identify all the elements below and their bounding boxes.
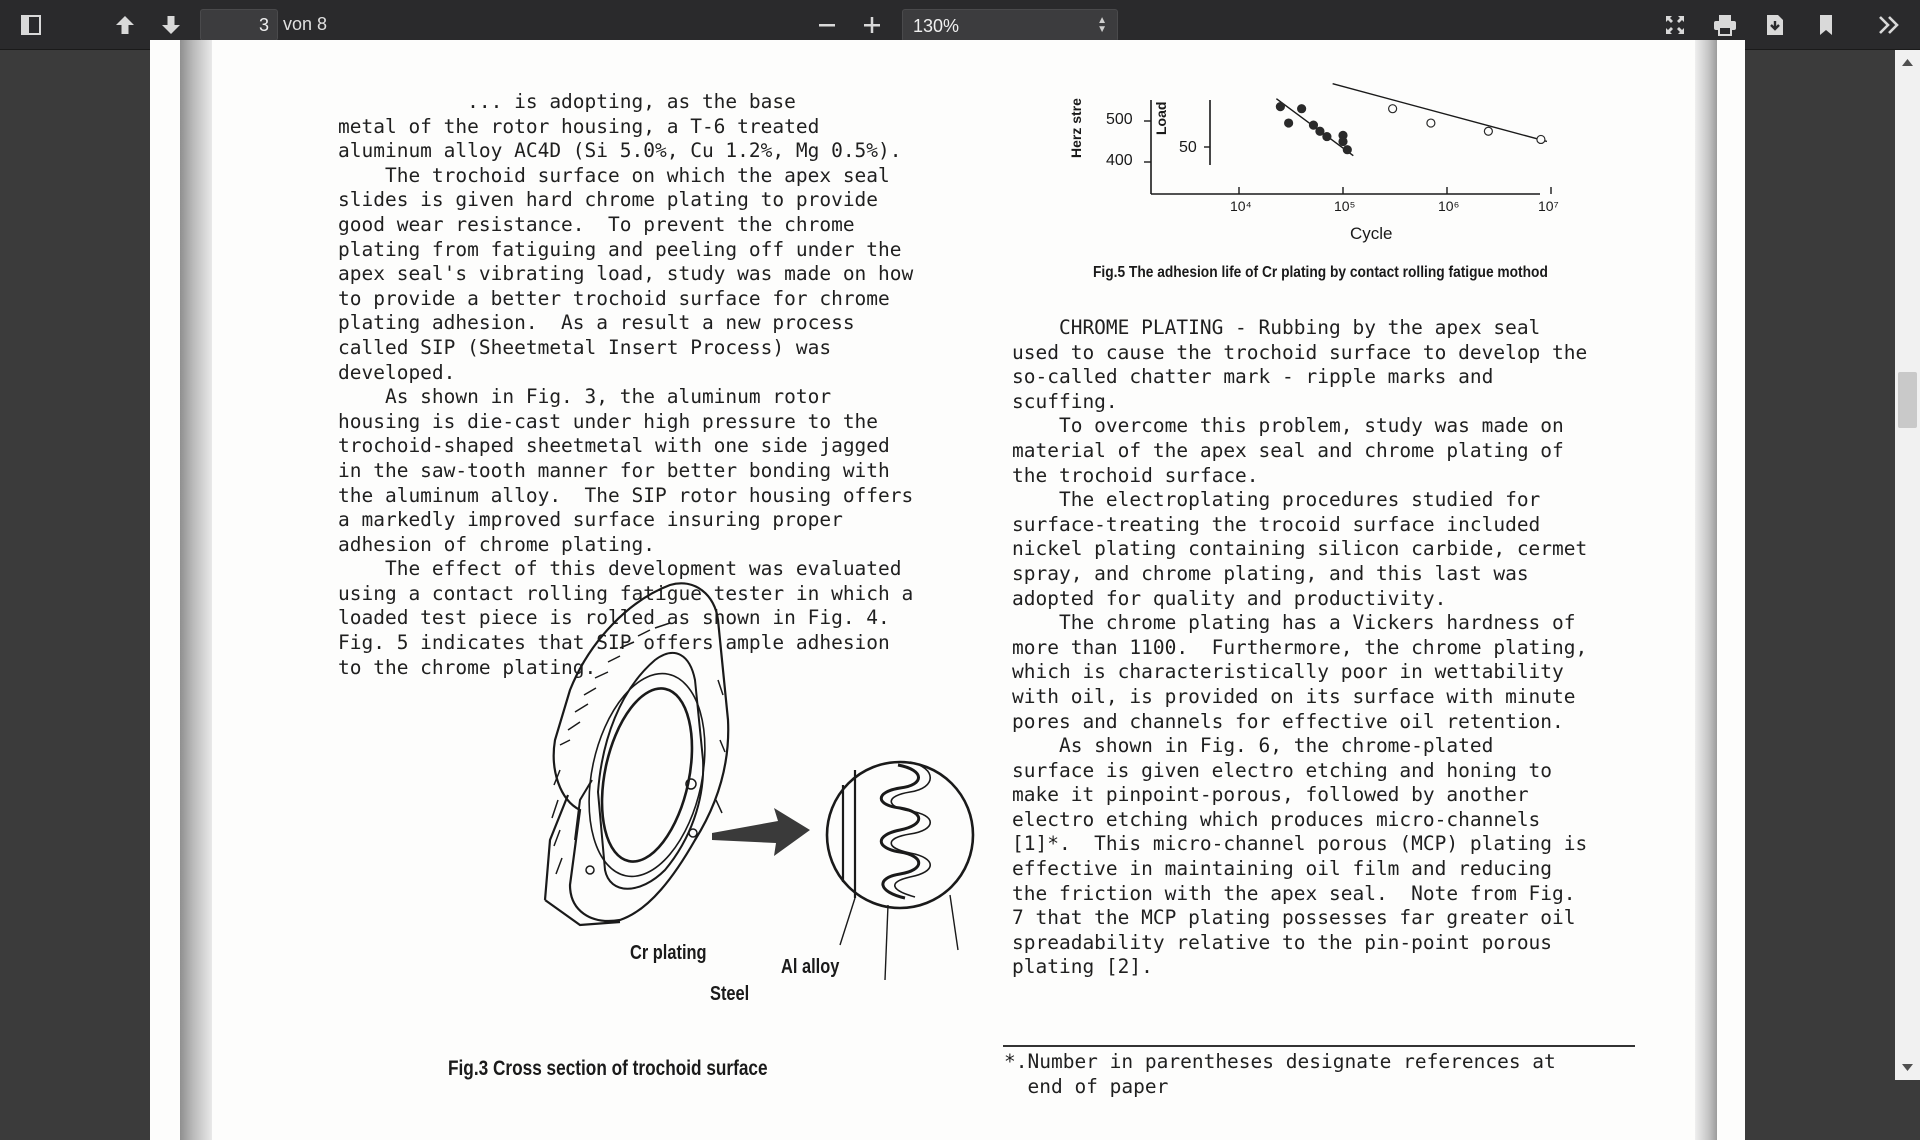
text-line: *.Number in parentheses designate references at (1004, 1050, 1556, 1073)
page-number-input[interactable] (200, 9, 278, 41)
print-button[interactable] (1708, 8, 1742, 42)
text-line: metal of the rotor housing, a T-6 treated (338, 114, 820, 138)
text-line: effective in maintaining oil film and reducing (1012, 857, 1553, 881)
save-icon (1765, 14, 1785, 36)
text-line: good wear resistance. To prevent the chrome (338, 212, 855, 236)
text-line: trochoid-shaped sheetmetal with one side jagged (338, 434, 890, 458)
fig5-ytick-label: 400 (1106, 152, 1133, 169)
fig5-ylabel-right: Load (1153, 101, 1169, 135)
print-icon (1713, 14, 1737, 36)
text-line: nickel plating containing silicon carbide, cermet (1012, 537, 1588, 561)
text-line: [1]*. This micro-channel porous (MCP) plating is (1012, 832, 1588, 856)
text-line: ... is adopting, as the base (338, 90, 796, 113)
magnified-cross-section (827, 762, 973, 980)
text-line: apex seal's vibrating load, study was made on how (338, 262, 914, 286)
fig3-label-al-alloy: Al alloy (781, 956, 840, 978)
zoom-value: 130% (913, 16, 960, 36)
fig5-ylabel-left: Herz stre (1068, 98, 1084, 158)
text-line: called SIP (Sheetmetal Insert Process) was (338, 335, 832, 359)
text-line: aluminum alloy AC4D (Si 5.0%, Cu 1.2%, Mg 0.5%). (338, 139, 902, 163)
fig5-xlabel: Cycle (1350, 224, 1393, 243)
text-line: 7 that the MCP plating possesses far greater oil (1012, 906, 1576, 930)
text-line: slides is given hard chrome plating to provide (338, 188, 879, 212)
fig5-ytick-label: 500 (1106, 111, 1133, 128)
text-line: surface is given electro etching and honing to (1012, 758, 1553, 782)
sidebar-toggle-icon (20, 14, 42, 36)
vertical-scrollbar[interactable] (1895, 50, 1920, 1080)
text-line: so-called chatter mark - ripple marks and (1012, 365, 1494, 389)
text-line: As shown in Fig. 6, the chrome-plated (1012, 734, 1494, 758)
fig5-xtick-label: 10⁷ (1538, 198, 1559, 214)
text-line: spreadability relative to the pin-point porous (1012, 930, 1553, 954)
text-line: adopted for quality and productivity. (1012, 586, 1447, 610)
sidebar-toggle-button[interactable] (14, 8, 48, 42)
text-line: pores and channels for effective oil retention. (1012, 709, 1564, 733)
bookmark-button[interactable] (1809, 8, 1843, 42)
fig3-label-cr-plating: Cr plating (630, 942, 707, 964)
fig5-xtick-label: 10⁵ (1334, 198, 1356, 214)
select-arrows-icon: ▲ ▼ (1097, 15, 1107, 35)
text-line: CHROME PLATING - Rubbing by the apex seal (1012, 316, 1541, 339)
zoom-in-button[interactable] (855, 8, 889, 42)
text-line: housing is die-cast under high pressure to the (338, 409, 879, 433)
text-line: The chrome plating has a Vickers hardness of (1012, 611, 1576, 635)
text-line: scuffing. (1012, 389, 1118, 413)
fullscreen-icon (1664, 14, 1686, 36)
text-line: using a contact rolling fatigue tester in which a (338, 581, 914, 605)
text-line: loaded test piece is rolled as shown in Fig. 4. (338, 606, 890, 630)
text-line: The trochoid surface on which the apex seal (338, 163, 890, 187)
more-tools-button[interactable] (1872, 8, 1906, 42)
text-line: electro etching which produces micro-channels (1012, 807, 1541, 831)
rotor-housing-drawing (545, 583, 728, 925)
text-line: Fig. 5 indicates that SIP offers ample adhesion (338, 631, 890, 655)
bookmark-icon (1818, 14, 1834, 36)
text-line: developed. (338, 360, 456, 384)
text-line: the aluminum alloy. The SIP rotor housing offers (338, 483, 914, 507)
minus-icon (817, 15, 837, 35)
text-line: more than 1100. Furthermore, the chrome plating, (1012, 635, 1588, 659)
text-line: with oil, is provided on its surface with minute (1012, 684, 1576, 708)
arrow-shape (712, 808, 810, 856)
text-line: plating [2]. (1012, 955, 1153, 979)
text-line: used to cause the trochoid surface to develop the (1012, 340, 1588, 364)
next-page-button[interactable] (154, 8, 188, 42)
text-line: which is characteristically poor in wettability (1012, 660, 1564, 684)
text-line: material of the apex seal and chrome plating of (1012, 438, 1564, 462)
footnote-divider (1003, 1045, 1635, 1047)
footnote (1004, 1050, 1556, 1099)
fig5-caption: Fig.5 The adhesion life of Cr plating by contact rolling fatigue mothod (1093, 264, 1548, 281)
text-line: to provide a better trochoid surface for chrome (338, 286, 890, 310)
scroll-up-arrow-icon[interactable] (1901, 56, 1914, 69)
fullscreen-button[interactable] (1658, 8, 1692, 42)
text-line: to the chrome plating. (338, 655, 597, 679)
text-line: the trochoid surface. (1012, 463, 1259, 487)
page-count-label: von 8 (283, 14, 328, 34)
fig5-ytick-load-label: 50 (1179, 139, 1197, 156)
fig3-illustration (150, 40, 1745, 1140)
text-line: plating adhesion. As a result a new process (338, 311, 855, 335)
save-button[interactable] (1758, 8, 1792, 42)
text-line: end of paper (1004, 1074, 1169, 1098)
arrow-down-icon (160, 14, 182, 36)
scroll-down-arrow-icon[interactable] (1901, 1061, 1914, 1074)
zoom-out-button[interactable] (810, 8, 844, 42)
text-line: The electroplating procedures studied for (1012, 488, 1541, 512)
fig3-caption: Fig.3 Cross section of trochoid surface (448, 1057, 768, 1080)
zoom-select[interactable] (902, 9, 1118, 42)
text-line: The effect of this development was evaluated (338, 557, 902, 581)
text-line: plating from fatiguing and peeling off under the (338, 237, 902, 261)
arrow-up-icon (114, 14, 136, 36)
text-line: adhesion of chrome plating. (338, 532, 655, 556)
text-line: As shown in Fig. 3, the aluminum rotor (338, 385, 832, 409)
text-line: the friction with the apex seal. Note from Fig. (1012, 881, 1576, 905)
text-line: in the saw-tooth manner for better bonding with (338, 458, 890, 482)
text-line: surface-treating the trocoid surface included (1012, 512, 1541, 536)
text-line: a markedly improved surface insuring proper (338, 508, 843, 532)
pdf-page (150, 40, 1745, 1140)
fig5-xtick-label: 10⁶ (1438, 198, 1460, 214)
text-line: make it pinpoint-porous, followed by another (1012, 783, 1529, 807)
text-line: To overcome this problem, study was made on (1012, 414, 1564, 438)
text-line: spray, and chrome plating, and this last was (1012, 561, 1529, 585)
previous-page-button[interactable] (108, 8, 142, 42)
fig3-label-steel: Steel (710, 983, 750, 1005)
plus-icon (862, 15, 882, 35)
document-viewer[interactable] (0, 50, 1895, 1098)
scrollbar-thumb[interactable] (1898, 372, 1917, 428)
fig5-xtick-label: 10⁴ (1230, 198, 1252, 214)
more-tools-icon (1878, 15, 1900, 35)
